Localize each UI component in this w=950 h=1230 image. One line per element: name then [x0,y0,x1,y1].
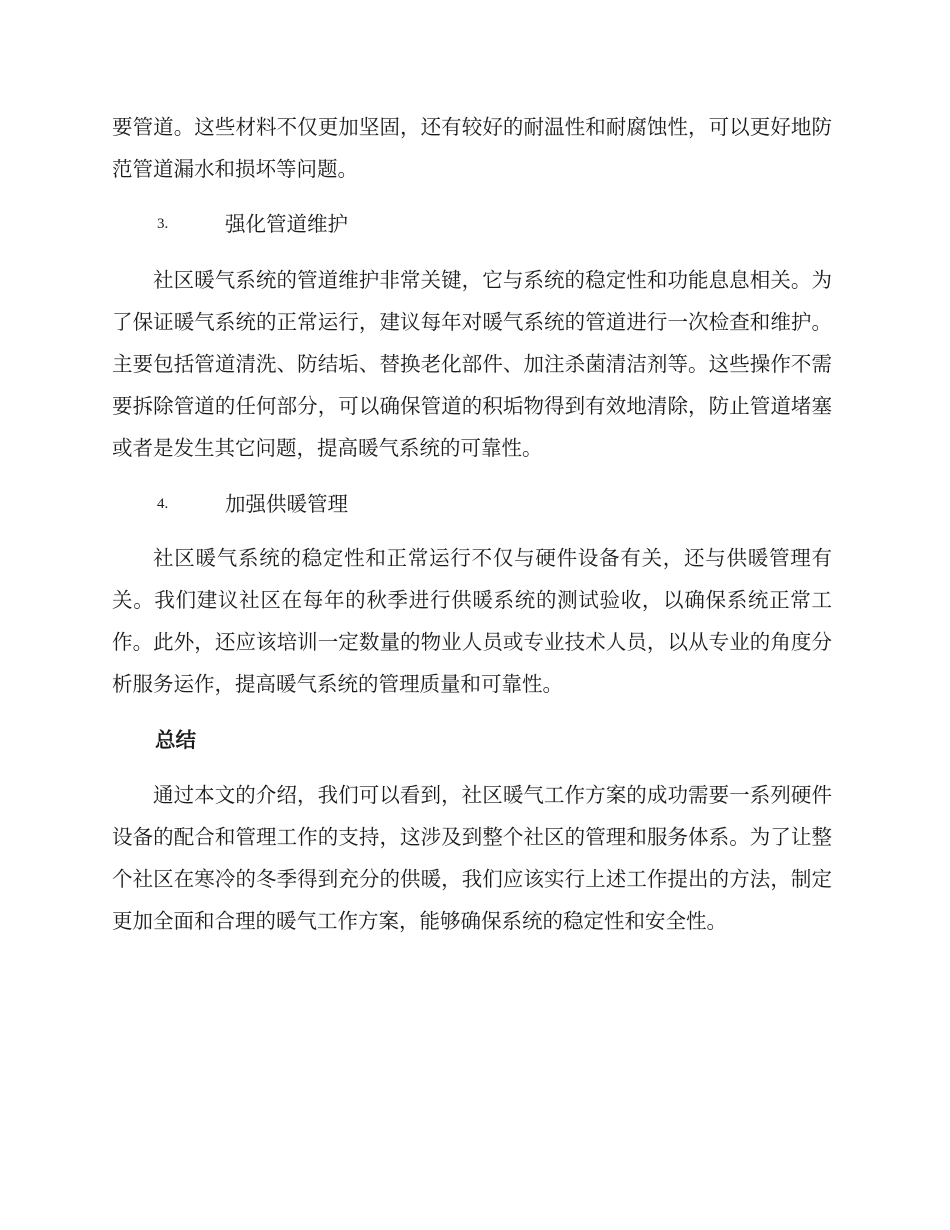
pipe-maintenance-paragraph: 社区暖气系统的管道维护非常关键，它与系统的稳定性和功能息息相关。为了保证暖气系统的正常运行，建议每年对暖气系统的管道进行一次检查和维护。主要包括管道清洗、防结垢、替换老化部件、加注杀菌清洁剂等。这些操作不需要拆除管道的任何部分，可以确保管道的积垢物得到有效地清除，防止管道堵塞或者是发生其它问题，提高暖气系统的可靠性。 [112,268,832,460]
list-number: 3. [157,216,169,232]
heating-management-paragraph: 社区暖气系统的稳定性和正常运行不仅与硬件设备有关，还与供暖管理有关。我们建议社区在每年的秋季进行供暖系统的测试验收，以确保系统正常工作。此外，还应该培训一定数量的物业人员或专业技术人员，以从专业的角度分析服务运作，提高暖气系统的管理质量和可靠性。 [112,546,832,696]
list-number: 4. [157,496,169,512]
intro-paragraph: 要管道。这些材料不仅更加坚固，还有较好的耐温性和耐腐蚀性，可以更好地防范管道漏水和损坏等问题。 [112,115,832,181]
list-heading-text: 强化管道维护 [225,212,348,236]
list-heading-text: 加强供暖管理 [225,492,348,516]
summary-paragraph: 通过本文的介绍，我们可以看到，社区暖气工作方案的成功需要一系列硬件设备的配合和管理工作的支持，这涉及到整个社区的管理和服务体系。为了让整个社区在寒冷的冬季得到充分的供暖，我们应该实行上述工作提出的方法，制定更加全面和合理的暖气工作方案，能够确保系统的稳定性和安全性。 [112,783,832,933]
summary-title: 总结 [155,728,196,752]
list-item-heading-3 [112,203,832,245]
list-item-heading-4 [112,483,832,525]
